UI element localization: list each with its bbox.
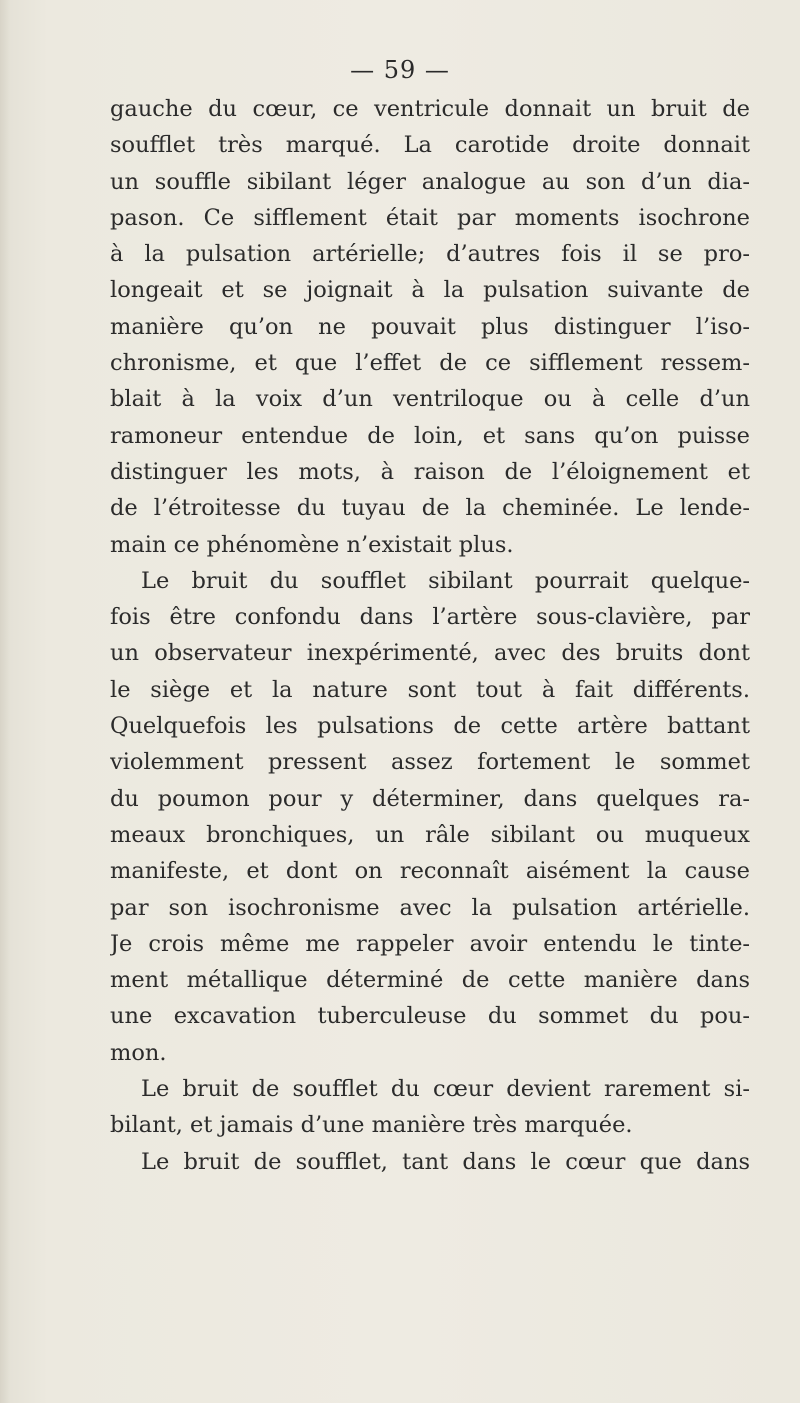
text-line: Le bruit du soufflet sibilant pourrait quelque- — [141, 567, 750, 594]
page-number: — 59 — — [350, 56, 450, 84]
text-line: manifeste, et dont on reconnaît aisément la cause — [110, 858, 750, 885]
text-line: de l’étroitesse du tuyau de la cheminée. Le lende- — [110, 495, 750, 522]
text-line: ment métallique déterminé de cette manière dans — [110, 967, 750, 994]
text-line: Le bruit de soufflet du cœur devient rarement si- — [141, 1076, 750, 1103]
text-line: Quelquefois les pulsations de cette artère battant — [110, 713, 750, 740]
text-line: meaux bronchiques, un râle sibilant ou muqueux — [110, 821, 750, 848]
text-line: un observateur inexpérimenté, avec des bruits dont — [110, 640, 750, 667]
text-line: pason. Ce sifflement était par moments isochrone — [110, 204, 750, 231]
text-line: le siège et la nature sont tout à fait différents. — [110, 676, 750, 703]
text-line: ramoneur entendue de loin, et sans qu’on puisse — [110, 422, 750, 449]
text-line: Le bruit de soufflet, tant dans le cœur que dans — [141, 1148, 750, 1175]
text-line: distinguer les mots, à raison de l’éloignement et — [110, 458, 750, 485]
text-line: fois être confondu dans l’artère sous-clavière, par — [110, 604, 750, 631]
text-line: main ce phénomène n’existait plus. — [110, 531, 514, 558]
text-line: à la pulsation artérielle; d’autres fois il se pro- — [110, 241, 750, 268]
text-line: par son isochronisme avec la pulsation artérielle. — [110, 894, 750, 921]
text-line: mon. — [110, 1039, 167, 1066]
text-line: chronisme, et que l’effet de ce sifflement ressem- — [110, 350, 750, 377]
text-line: une excavation tuberculeuse du sommet du pou- — [110, 1003, 750, 1030]
text-line: soufflet très marqué. La carotide droite donnait — [110, 132, 750, 159]
text-line: du poumon pour y déterminer, dans quelques ra- — [110, 785, 750, 812]
text-line: bilant, et jamais d’une manière très marquée. — [110, 1112, 633, 1139]
text-line: violemment pressent assez fortement le sommet — [110, 749, 750, 776]
text-line: manière qu’on ne pouvait plus distinguer l’iso- — [110, 313, 750, 340]
text-line: blait à la voix d’un ventriloque ou à celle d’un — [110, 386, 750, 413]
text-line: longeait et se joignait à la pulsation suivante de — [110, 277, 750, 304]
text-line: un souffle sibilant léger analogue au son d’un dia- — [110, 168, 750, 195]
page-edge-shadow — [0, 0, 10, 1403]
body-text — [110, 91, 750, 1180]
text-line: Je crois même me rappeler avoir entendu le tinte- — [110, 930, 750, 957]
text-line: gauche du cœur, ce ventricule donnait un bruit de — [110, 96, 750, 122]
